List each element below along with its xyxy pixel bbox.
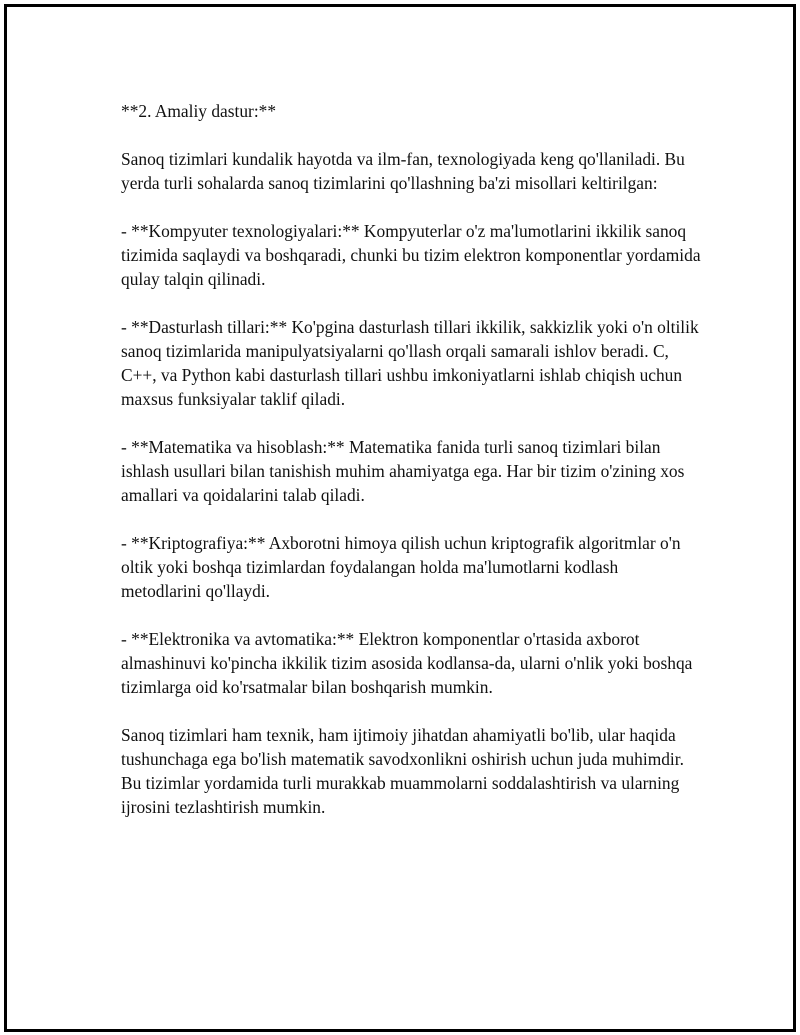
list-item-cryptography: - **Kriptografiya:** Axborotni himoya qilish uchun kriptografik algoritmlar o'n oltik yoki boshqa tizimlardan foydalangan holda ma'lumotlarni kodlash metodlarini qo'llaydi. — [121, 533, 681, 601]
section-heading: **2. Amaliy dastur:** — [121, 101, 277, 121]
list-item-computer-technology: - **Kompyuter texnologiyalari:** Kompyuterlar o'z ma'lumotlarini ikkilik sanoq tizimida saqlaydi va boshqaradi, chunki bu tizim elektron komponentlar yordamida qulay talqin qilinadi. — [121, 221, 701, 289]
list-item-mathematics: - **Matematika va hisoblash:** Matematika fanida turli sanoq tizimlari bilan ishlash usullari bilan tanishish muhim ahamiyatga ega. Har bir tizim o'zining xos amallari va qoidalarini talab qiladi. — [121, 437, 685, 505]
page-frame — [4, 4, 796, 1032]
list-item-electronics: - **Elektronika va avtomatika:** Elektron komponentlar o'rtasida axborot almashinuvi ko'pincha ikkilik tizim asosida kodlansa-da, ularni o'nlik yoki boshqa tizimlarga oid ko'rsatmalar bilan boshqarish mumkin. — [121, 629, 693, 697]
list-item-programming-languages: - **Dasturlash tillari:** Ko'pgina dasturlash tillari ikkilik, sakkizlik yoki o'n oltilik sanoq tizimlarida manipulyatsiyalarni qo'llash orqali samarali ishlov beradi. C, C++, va Python kabi dasturlash tillari ushbu imkoniyatlarni ishlab chiqish uchun maxsus funksiyalar taklif qiladi. — [121, 317, 699, 409]
document-body — [121, 99, 701, 843]
conclusion-paragraph: Sanoq tizimlari ham texnik, ham ijtimoiy jihatdan ahamiyatli bo'lib, ular haqida tushunchaga ega bo'lish matematik savodxonlikni oshirish uchun juda muhimdir. Bu tizimlar yordamida turli murakkab muammolarni soddalashtirish va ularning ijrosini tezlashtirish mumkin. — [121, 725, 684, 817]
intro-paragraph: Sanoq tizimlari kundalik hayotda va ilm-fan, texnologiyada keng qo'llaniladi. Bu yerda turli sohalarda sanoq tizimlarini qo'llashning ba'zi misollari keltirilgan: — [121, 149, 685, 193]
